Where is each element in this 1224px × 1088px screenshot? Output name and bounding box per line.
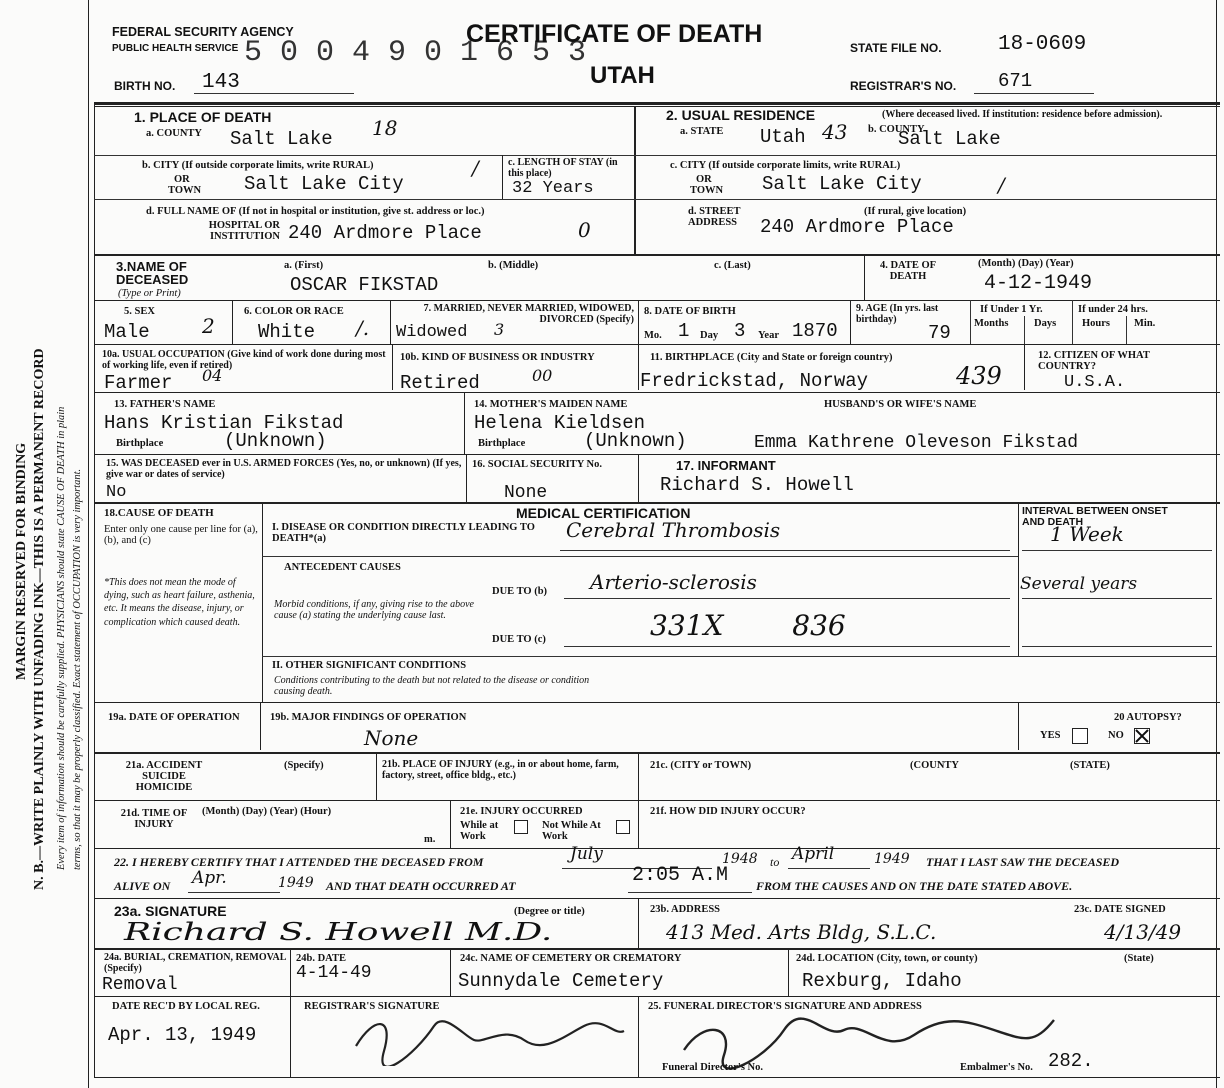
registrars-no-line bbox=[974, 93, 1094, 94]
divider-ss bbox=[466, 454, 467, 502]
res-city: Salt Lake City bbox=[762, 173, 922, 195]
frame-left bbox=[94, 102, 95, 1077]
interval-label: INTERVAL BETWEEN ONSET AND DEATH bbox=[1022, 505, 1168, 529]
x-mark-icon bbox=[1135, 729, 1149, 743]
cemetery-label: 24c. NAME OF CEMETERY OR CREMATORY bbox=[460, 953, 682, 964]
cause-a: Cerebral Thrombosis bbox=[566, 518, 781, 542]
date-signed: 4/13/49 bbox=[1104, 920, 1182, 944]
op-date-label: 19a. DATE OF OPERATION bbox=[108, 712, 240, 723]
race-label: 6. COLOR OR RACE bbox=[244, 306, 344, 317]
state-title: UTAH bbox=[590, 62, 655, 89]
cause-b-line bbox=[564, 598, 1010, 599]
res-street: 240 Ardmore Place bbox=[760, 216, 954, 238]
injury-time-parts: (Month) (Day) (Year) (Hour) bbox=[202, 806, 332, 817]
degree-label: (Degree or title) bbox=[514, 906, 585, 917]
certify-text-3: AND THAT DEATH OCCURRED AT bbox=[326, 879, 516, 893]
signature-label: 23a. SIGNATURE bbox=[114, 903, 227, 919]
findings-label: 19b. MAJOR FINDINGS OF OPERATION bbox=[270, 712, 467, 723]
interval-a: 1 Week bbox=[1050, 522, 1124, 546]
pod-city-or: OR bbox=[174, 174, 190, 185]
emb-no-label: Embalmer's No. bbox=[960, 1062, 1033, 1073]
time-of-death: 2:05 A.M bbox=[632, 864, 729, 887]
attended-to-year: 1949 bbox=[874, 851, 910, 867]
cause-a-line bbox=[560, 550, 1010, 551]
months-label: Months bbox=[974, 318, 1009, 329]
pod-hospital-label2: HOSPITAL OR INSTITUTION bbox=[208, 220, 280, 243]
rule-row-family bbox=[94, 392, 1220, 393]
certify-text-2: THAT I LAST SAW THE DECEASED bbox=[926, 855, 1120, 869]
pod-stay-label: c. LENGTH OF STAY (in this place) bbox=[508, 157, 618, 179]
rule-antecedent bbox=[262, 556, 1018, 557]
time-line bbox=[628, 892, 752, 893]
stamp-number: 5 0 0 4 9 0 1 6 5 3 bbox=[244, 36, 587, 70]
injury-time-label: 21d. TIME OF INJURY bbox=[120, 808, 188, 831]
business-label: 10b. KIND OF BUSINESS OR INDUSTRY bbox=[400, 352, 595, 363]
pod-city-mark: / bbox=[472, 156, 479, 180]
marital-code: 3 bbox=[494, 320, 505, 339]
while-at-work-checkbox[interactable] bbox=[514, 820, 528, 834]
codes-c: 331X 836 bbox=[650, 609, 846, 642]
ss: None bbox=[504, 483, 548, 503]
divider-funeral bbox=[638, 996, 639, 1077]
other-label: II. OTHER SIGNIFICANT CONDITIONS bbox=[272, 660, 467, 671]
attended-from: July bbox=[570, 844, 603, 864]
burial-label: 24a. BURIAL, CREMATION, REMOVAL (Specify) bbox=[104, 952, 286, 974]
divider-address bbox=[638, 898, 639, 948]
interval-b: Several years bbox=[1020, 574, 1138, 594]
how-label: 21f. HOW DID INJURY OCCUR? bbox=[650, 806, 806, 817]
registrar-signature bbox=[344, 1006, 634, 1066]
divider-mother bbox=[464, 392, 465, 454]
occupation-label: 10a. USUAL OCCUPATION (Give kind of work done during most of working life, even if retired) bbox=[102, 349, 386, 371]
rule-row-accident bbox=[94, 752, 1220, 754]
date-signed-label: 23c. DATE SIGNED bbox=[1074, 904, 1166, 915]
divider-age bbox=[850, 300, 851, 344]
sex-code: 2 bbox=[202, 314, 215, 338]
divider-location bbox=[788, 948, 789, 996]
sex-label: 5. SEX bbox=[124, 306, 155, 317]
divider-reg-sig bbox=[290, 996, 291, 1077]
binding-margin bbox=[0, 0, 90, 1088]
dob-day-label: Day bbox=[700, 330, 719, 341]
divider-informant bbox=[638, 454, 639, 502]
spouse-label: HUSBAND'S OR WIFE'S NAME bbox=[824, 399, 977, 410]
dob-year: 1870 bbox=[792, 320, 838, 342]
res-state-label: a. STATE bbox=[680, 126, 724, 137]
disease-label: I. DISEASE OR CONDITION DIRECTLY LEADING TO DEATH*(a) bbox=[272, 522, 535, 545]
cause-footnote: *This does not mean the mode of dying, such as heart failure, asthenia, etc. It means the disease, injury, or complication which caused death. bbox=[104, 577, 255, 628]
findings: None bbox=[364, 726, 419, 750]
days-label: Days bbox=[1034, 318, 1057, 329]
divider-burial-date bbox=[290, 948, 291, 996]
age-label: 9. AGE (In yrs. last birthday) bbox=[856, 303, 939, 325]
autopsy-label: 20 AUTOPSY? bbox=[1114, 712, 1182, 723]
frame-right bbox=[1216, 0, 1217, 1088]
marital: Widowed bbox=[396, 323, 468, 342]
min-label: Min. bbox=[1134, 318, 1156, 329]
pod-county: Salt Lake bbox=[230, 128, 333, 150]
interval-b-line bbox=[1022, 598, 1212, 599]
accident-specify: (Specify) bbox=[284, 760, 324, 771]
rule-row-operation bbox=[94, 702, 1220, 703]
divider-citizen bbox=[1024, 344, 1025, 390]
alive-label: ALIVE ON bbox=[114, 879, 171, 893]
margin-terms-text: terms, so that it may be properly classified. Exact statement of OCCUPATION is very important. bbox=[72, 468, 83, 870]
margin-rule bbox=[88, 0, 89, 1088]
not-while-work-checkbox[interactable] bbox=[616, 820, 630, 834]
rule-res-1 bbox=[634, 155, 1216, 156]
injury-state-label: (STATE) bbox=[1070, 760, 1110, 771]
pod-hospital-code: 0 bbox=[578, 218, 591, 242]
res-state: Utah bbox=[760, 126, 806, 148]
funeral-director-signature bbox=[664, 1000, 1064, 1070]
business: Retired bbox=[400, 372, 480, 394]
rule-row-burial bbox=[94, 948, 1220, 950]
occupation: Farmer bbox=[104, 372, 173, 394]
res-state-code: 43 bbox=[822, 120, 848, 144]
location: Rexburg, Idaho bbox=[802, 970, 962, 992]
certificate-title: CERTIFICATE OF DEATH bbox=[466, 20, 763, 48]
location-label: 24d. LOCATION (City, town, or county) bbox=[796, 953, 978, 964]
autopsy-yes-label: YES bbox=[1040, 730, 1061, 741]
divider-place-injury bbox=[376, 752, 377, 800]
birthplace-code: 439 bbox=[956, 362, 1002, 390]
service-name: PUBLIC HEALTH SERVICE bbox=[112, 43, 239, 54]
interval-a-line bbox=[1022, 550, 1212, 551]
rule-row-forces bbox=[94, 454, 1220, 455]
attended-to: April bbox=[792, 844, 835, 864]
divider-findings bbox=[260, 702, 261, 750]
divider-how bbox=[638, 800, 639, 848]
res-city-mark: / bbox=[998, 173, 1005, 197]
death-date-label: 4. DATE OF DEATH bbox=[879, 260, 937, 283]
state-file-no: 18-0609 bbox=[998, 33, 1087, 56]
hours-label: Hours bbox=[1082, 318, 1111, 329]
divider-race bbox=[232, 300, 233, 344]
rule-row-time bbox=[94, 800, 1220, 801]
rule-row-signature bbox=[94, 898, 1220, 899]
citizen-label: 12. CITIZEN OF WHAT COUNTRY? bbox=[1038, 350, 1150, 373]
dob-mo-label: Mo. bbox=[644, 330, 662, 341]
dob-day: 3 bbox=[734, 320, 746, 342]
pod-city-label: b. CITY (If outside corporate limits, write RURAL) bbox=[142, 160, 374, 171]
father: Hans Kristian Fikstad bbox=[104, 412, 344, 434]
burial-date-label: 24b. DATE bbox=[296, 953, 346, 964]
date-recd: Apr. 13, 1949 bbox=[108, 1024, 257, 1046]
place-injury-label: 21b. PLACE OF INJURY (e.g., in or about home, farm, factory, street, office bldg., etc.) bbox=[382, 759, 619, 781]
sex: Male bbox=[104, 321, 150, 343]
deceased-name: OSCAR FIKSTAD bbox=[290, 274, 439, 296]
fd-no-label: Funeral Director's No. bbox=[662, 1062, 763, 1073]
physician-signature: Richard S. Howell M.D. bbox=[124, 918, 553, 946]
accident-label: 21a. ACCIDENT SUICIDE HOMICIDE bbox=[125, 760, 203, 794]
date-recd-label: DATE REC'D BY LOCAL REG. bbox=[112, 1001, 260, 1012]
mother-label: 14. MOTHER'S MAIDEN NAME bbox=[474, 399, 628, 410]
father-birthplace: (Unknown) bbox=[224, 430, 327, 452]
forces-label: 15. WAS DECEASED ever in U.S. ARMED FORCES (Yes, no, or unknown) (If yes, give war or dates of service) bbox=[106, 458, 462, 480]
certify-text-4: FROM THE CAUSES AND ON THE DATE STATED ABOVE. bbox=[756, 879, 1073, 893]
rule-row-name bbox=[94, 254, 1220, 256]
due-b-label: DUE TO (b) bbox=[492, 586, 548, 597]
state-file-label: STATE FILE NO. bbox=[850, 41, 942, 55]
pod-hospital: 240 Ardmore Place bbox=[288, 222, 482, 244]
cause-c-line bbox=[564, 646, 1010, 647]
alive-line bbox=[188, 892, 280, 893]
injury-county-label: (COUNTY bbox=[910, 760, 959, 771]
dob-label: 8. DATE OF BIRTH bbox=[644, 306, 736, 317]
due-c-label: DUE TO (c) bbox=[492, 634, 546, 645]
rule-row-certify bbox=[94, 848, 1220, 849]
spouse: Emma Kathrene Oleveson Fikstad bbox=[754, 433, 1079, 453]
reg-sig-label: REGISTRAR'S SIGNATURE bbox=[304, 1001, 440, 1012]
last-label: c. (Last) bbox=[714, 260, 751, 271]
pod-city-town: TOWN bbox=[168, 185, 202, 196]
divider-under24 bbox=[1072, 300, 1073, 344]
pod-county-code: 18 bbox=[372, 116, 398, 140]
autopsy-yes-checkbox[interactable] bbox=[1072, 728, 1088, 744]
divider-marital bbox=[390, 300, 391, 344]
pod-stay: 32 Years bbox=[512, 179, 594, 198]
death-date-parts: (Month) (Day) (Year) bbox=[978, 258, 1074, 269]
divider-autopsy bbox=[1018, 702, 1019, 750]
emb-no: 282. bbox=[1048, 1050, 1094, 1072]
interval-c-line bbox=[1022, 646, 1212, 647]
death-date: 4-12-1949 bbox=[984, 272, 1093, 295]
race-code: /. bbox=[356, 316, 370, 340]
father-birthplace-label: Birthplace bbox=[116, 438, 164, 449]
alive-on: Apr. bbox=[192, 868, 227, 888]
divider-dob bbox=[638, 300, 639, 344]
rule-top bbox=[94, 102, 1220, 105]
frame-bottom bbox=[94, 1077, 1220, 1078]
birth-no: 143 bbox=[202, 71, 240, 94]
attended-from-year: 1948 bbox=[722, 851, 758, 867]
under1-label: If Under 1 Yr. bbox=[980, 304, 1043, 315]
rule-res-2 bbox=[634, 199, 1216, 200]
certificate-form bbox=[94, 0, 1220, 1088]
divider-cemetery bbox=[450, 948, 451, 996]
name-note: (Type or Print) bbox=[118, 288, 181, 299]
registrars-no: 671 bbox=[998, 70, 1033, 92]
informant: Richard S. Howell bbox=[660, 474, 854, 496]
divider-occurred bbox=[450, 800, 451, 848]
divider-min bbox=[1126, 316, 1127, 344]
autopsy-no-label: NO bbox=[1108, 730, 1124, 741]
ss-label: 16. SOCIAL SECURITY No. bbox=[472, 459, 603, 470]
race: White bbox=[258, 321, 316, 343]
name-label: 3.NAME OF DECEASED bbox=[116, 259, 189, 287]
margin-binding-text: MARGIN RESERVED FOR BINDING bbox=[14, 442, 29, 680]
divider-under1 bbox=[970, 300, 971, 344]
mother-birthplace: (Unknown) bbox=[584, 430, 687, 452]
divider-stay bbox=[502, 155, 503, 199]
other-note: Conditions contributing to the death but not related to the disease or condition causing death. bbox=[274, 675, 590, 697]
divider-city-injury bbox=[638, 752, 639, 800]
pod-city: Salt Lake City bbox=[244, 173, 404, 195]
location-state-label: (State) bbox=[1124, 953, 1154, 964]
marital-label: 7. MARRIED, NEVER MARRIED, WIDOWED, DIVORCED (Specify) bbox=[423, 303, 634, 325]
cause-note: Enter only one cause per line for (a), (b), and (c) bbox=[104, 524, 258, 547]
not-while-work-label: Not While At Work bbox=[542, 820, 601, 843]
rule-top-inner bbox=[94, 106, 1220, 107]
rule-row-occ bbox=[94, 344, 1220, 345]
informant-label: 17. INFORMANT bbox=[676, 458, 776, 473]
antecedent-label: ANTECEDENT CAUSES bbox=[284, 562, 401, 573]
birthplace-label: 11. BIRTHPLACE (City and State or foreign country) bbox=[650, 352, 893, 363]
morbid-note: Morbid conditions, if any, giving rise to the above cause (a) stating the underlying cause last. bbox=[274, 599, 474, 621]
under24-label: If under 24 hrs. bbox=[1078, 304, 1148, 315]
while-at-work-label: While at Work bbox=[460, 820, 499, 843]
burial: Removal bbox=[102, 975, 178, 995]
mother: Helena Kieldsen bbox=[474, 412, 646, 434]
mother-birthplace-label: Birthplace bbox=[478, 438, 526, 449]
res-city-label: c. CITY (If outside corporate limits, write RURAL) bbox=[670, 160, 901, 171]
physician-address: 413 Med. Arts Bldg, S.L.C. bbox=[666, 920, 937, 944]
divider-interval bbox=[1018, 502, 1019, 656]
injury-city-label: 21c. (CITY or TOWN) bbox=[650, 760, 752, 771]
divider-date bbox=[864, 254, 865, 300]
rule-pod-1 bbox=[94, 155, 634, 156]
res-heading: 2. USUAL RESIDENCE bbox=[666, 107, 816, 123]
margin-ink-text: N. B.—WRITE PLAINLY WITH UNFADING INK—THIS IS A PERMANENT RECORD bbox=[32, 348, 47, 890]
pod-heading: 1. PLACE OF DEATH bbox=[134, 109, 272, 125]
cert-heading: MEDICAL CERTIFICATION bbox=[516, 505, 691, 521]
birth-no-line bbox=[194, 93, 354, 94]
burial-date: 4-14-49 bbox=[296, 963, 372, 983]
divider-birthplace bbox=[638, 344, 639, 390]
alive-year: 1949 bbox=[278, 875, 314, 891]
occurred-label: 21e. INJURY OCCURRED bbox=[460, 806, 583, 817]
res-street-note: (If rural, give location) bbox=[864, 206, 967, 217]
divider-business bbox=[392, 344, 393, 390]
injury-m-label: m. bbox=[424, 834, 436, 845]
margin-info-text: Every item of information should be carefully supplied. PHYSICIANS should state CAUSE OF DEATH in plain bbox=[56, 406, 67, 870]
cause-label: 18.CAUSE OF DEATH bbox=[104, 507, 214, 519]
divider-pod-res bbox=[634, 106, 636, 254]
funeral-label: 25. FUNERAL DIRECTOR'S SIGNATURE AND ADDRESS bbox=[648, 1001, 922, 1012]
res-city-town: TOWN bbox=[690, 185, 724, 196]
dob-year-label: Year bbox=[758, 330, 779, 341]
birth-no-label: BIRTH NO. bbox=[114, 79, 176, 93]
middle-label: b. (Middle) bbox=[488, 260, 539, 271]
occupation-code: 04 bbox=[202, 366, 223, 385]
res-county-label: b. COUNTY bbox=[868, 124, 925, 135]
birthplace: Fredrickstad, Norway bbox=[640, 370, 869, 392]
first-label: a. (First) bbox=[284, 260, 324, 271]
divider-days bbox=[1024, 316, 1025, 344]
dob-mo: 1 bbox=[678, 320, 690, 342]
rule-other bbox=[262, 656, 1216, 657]
pod-hospital-label: d. FULL NAME OF (If not in hospital or institution, give st. address or loc.) bbox=[146, 206, 485, 217]
father-label: 13. FATHER'S NAME bbox=[114, 399, 216, 410]
registrars-no-label: REGISTRAR'S NO. bbox=[850, 79, 957, 93]
res-city-or: OR bbox=[696, 174, 712, 185]
to-label: to bbox=[770, 855, 780, 869]
forces: No bbox=[106, 483, 127, 502]
res-heading-note: (Where deceased lived. If institution: residence before admission). bbox=[882, 109, 1163, 120]
rule-pod-2 bbox=[94, 199, 634, 200]
rule-row-sex bbox=[94, 300, 1220, 301]
certify-text-1: 22. I HEREBY CERTIFY THAT I ATTENDED THE DECEASED FROM bbox=[114, 855, 484, 869]
citizen: U.S.A. bbox=[1064, 373, 1126, 392]
cause-b: Arterio-sclerosis bbox=[590, 570, 757, 594]
business-code: 00 bbox=[532, 366, 553, 385]
autopsy-no-checkbox[interactable] bbox=[1134, 728, 1150, 744]
rule-row-registrar bbox=[94, 996, 1220, 997]
age: 79 bbox=[928, 322, 951, 344]
pod-county-label: a. COUNTY bbox=[146, 128, 203, 139]
divider-cause bbox=[262, 502, 263, 702]
res-street-label: d. STREET ADDRESS bbox=[688, 206, 741, 229]
res-county: Salt Lake bbox=[898, 128, 1001, 150]
agency-name: FEDERAL SECURITY AGENCY bbox=[112, 25, 294, 39]
cemetery: Sunnydale Cemetery bbox=[458, 970, 664, 992]
address-label: 23b. ADDRESS bbox=[650, 904, 721, 915]
to-line bbox=[788, 868, 870, 869]
